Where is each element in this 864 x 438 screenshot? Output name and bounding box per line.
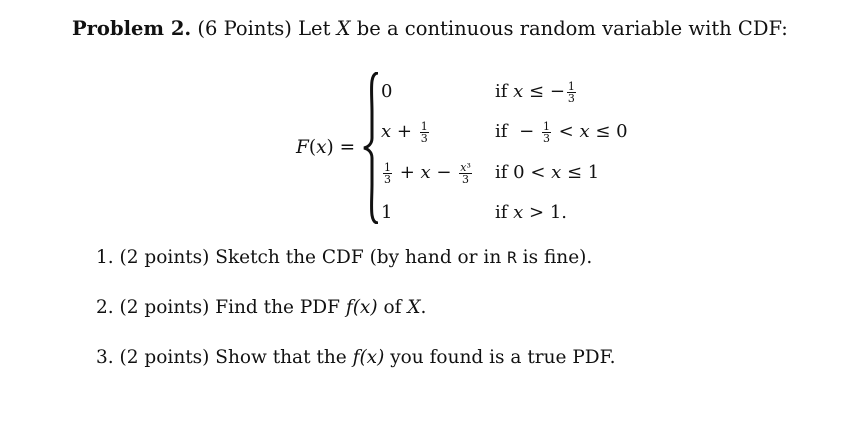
cdf-label: F(x) = (296, 137, 356, 158)
problem-statement-pre: Let (298, 17, 331, 40)
task-var: X (407, 297, 421, 318)
left-brace (362, 72, 382, 224)
task-text: Find the PDF (215, 297, 340, 318)
case-value-1: 0 (381, 81, 393, 102)
case-condition-2: if − $\frac{1}{3}$ < x ≤ 0 (495, 119, 628, 145)
case-value-3: $\frac{1}{3}$ + x − $\frac{\text{x³}}{3}$ (384, 160, 471, 186)
case-condition-1: if x ≤ − $\frac{1}{3}$ (495, 79, 575, 105)
task-text-end: is fine). (522, 247, 593, 268)
case-value-2: x + $\frac{1}{3}$ (381, 119, 428, 145)
problem-points: (6 Points) (197, 17, 292, 40)
task-points: (2 points) (119, 347, 210, 368)
task-end: . (420, 297, 427, 318)
case-value-4: 1 (381, 202, 393, 223)
task-math: f(x) (345, 297, 378, 318)
task-points: (2 points) (119, 297, 210, 318)
task-text: Show that the (215, 347, 347, 368)
task-text-end: you found is a true PDF. (390, 347, 616, 368)
task-text-mid: of (383, 297, 402, 318)
case-condition-3: if 0 < x ≤ 1 (495, 162, 600, 183)
task-points: (2 points) (119, 247, 210, 268)
task-number: 1. (96, 247, 114, 268)
random-variable: X (336, 17, 351, 40)
task-3 (96, 346, 615, 370)
task-number: 3. (96, 347, 114, 368)
task-math: f(x) (352, 347, 385, 368)
task-text: Sketch the CDF (by hand or in (215, 247, 502, 268)
task-number: 2. (96, 297, 114, 318)
problem-title: Problem 2. (72, 17, 192, 40)
task-code: R (507, 248, 517, 267)
case-condition-4: if x > 1. (495, 202, 567, 223)
task-2 (96, 296, 426, 320)
task-1 (96, 246, 592, 270)
problem-statement-post: be a continuous random variable with CDF: (356, 17, 788, 40)
problem-heading (72, 16, 788, 42)
